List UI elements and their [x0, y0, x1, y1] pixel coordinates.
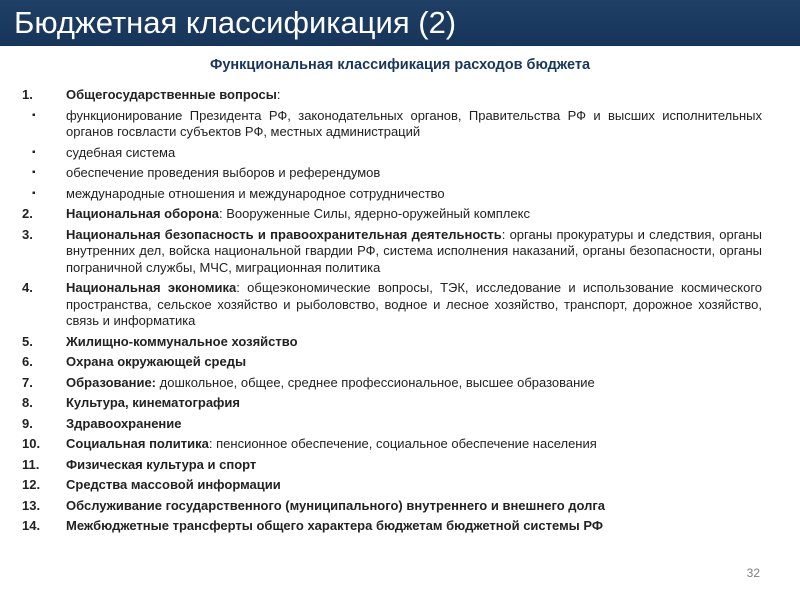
list-item [22, 334, 762, 351]
item-heading: Общегосударственные вопросы [66, 87, 277, 102]
list-item [22, 145, 762, 162]
list-item [22, 165, 762, 182]
bullet-icon: ▪ [32, 187, 36, 199]
list-item [22, 457, 762, 474]
item-text: обеспечение проведения выборов и референдумов [66, 165, 381, 180]
item-number: 9. [22, 415, 33, 431]
item-text: : органы прокуратуры и следствия, органы внутренних дел, войска национальной гвардии РФ, система исполнения наказаний, органы безопасности, органы пограничной службы, МЧС, миграционная политика [66, 226, 762, 275]
item-heading: Национальная безопасность и правоохранительная деятельность [66, 226, 502, 242]
item-heading: Физическая культура и спорт [66, 456, 257, 472]
item-text: : Вооруженные Силы, ядерно-оружейный комплекс [219, 206, 530, 221]
item-number: 12. [22, 477, 41, 492]
slide-subtitle: Функциональная классификация расходов бюджета [209, 57, 591, 73]
item-text: : [276, 87, 281, 102]
item-number: 10. [22, 436, 41, 451]
item-number: 7. [22, 374, 33, 390]
item-number: 1. [22, 87, 33, 102]
item-number: 5. [22, 333, 33, 349]
page-number: 32 [746, 566, 760, 580]
item-heading: Культура, кинематография [66, 395, 241, 410]
item-heading: Жилищно-коммунальное хозяйство [66, 333, 298, 349]
item-number: 6. [22, 354, 33, 369]
item-number: 3. [22, 226, 33, 242]
bullet-icon: ▪ [32, 109, 36, 121]
item-text: функционирование Президента РФ, законодательных органов, Правительства РФ и высших исполнительных органов госвласти субъектов РФ, местных администраций [66, 107, 762, 139]
item-number: 2. [22, 206, 33, 221]
list-item [22, 498, 762, 515]
item-heading: Здравоохранение [66, 415, 182, 431]
item-number: 13. [22, 497, 41, 513]
item-heading: Образование: [66, 374, 157, 390]
item-text: дошкольное, общее, среднее профессиональное, высшее образование [156, 374, 595, 390]
slide-title: Бюджетная классификация (2) [0, 0, 800, 46]
list-item [22, 206, 762, 223]
bullet-icon: ▪ [32, 167, 36, 178]
item-heading: Национальная экономика [66, 280, 237, 295]
item-text: : пенсионное обеспечение, социальное обеспечение населения [208, 436, 597, 451]
item-heading: Обслуживание государственного (муниципального) внутреннего и внешнего долга [66, 497, 606, 513]
bullet-icon: ▪ [32, 146, 36, 158]
item-text: : общеэкономические вопросы, ТЭК, исследование и использование космического пространства, сельское хозяйство и рыболовство, водное и лесное хозяйство, транспорт, дорожное хозяйство, связь и информатика [66, 280, 763, 328]
item-heading: Социальная политика [66, 436, 209, 451]
item-heading: Национальная оборона [66, 206, 220, 221]
item-number: 14. [22, 518, 41, 533]
list-item [22, 108, 762, 141]
list-item [22, 416, 762, 433]
item-number: 4. [22, 280, 33, 295]
list-item [22, 395, 762, 412]
list-item [22, 280, 762, 330]
list-item [22, 518, 762, 535]
list-item [22, 87, 762, 104]
list-item [22, 186, 762, 203]
item-number: 11. [22, 456, 40, 472]
item-text: международные отношения и международное сотрудничество [66, 185, 445, 201]
item-heading: Охрана окружающей среды [66, 354, 247, 369]
item-text: судебная система [66, 144, 176, 160]
list-item [22, 477, 762, 494]
list-item [22, 354, 762, 371]
classification-list [22, 87, 762, 539]
list-item [22, 227, 762, 277]
item-number: 8. [22, 395, 33, 410]
list-item [22, 375, 762, 392]
item-heading: Межбюджетные трансферты общего характера бюджетам бюджетной системы РФ [66, 518, 603, 533]
list-item [22, 436, 762, 453]
item-heading: Средства массовой информации [66, 477, 281, 492]
